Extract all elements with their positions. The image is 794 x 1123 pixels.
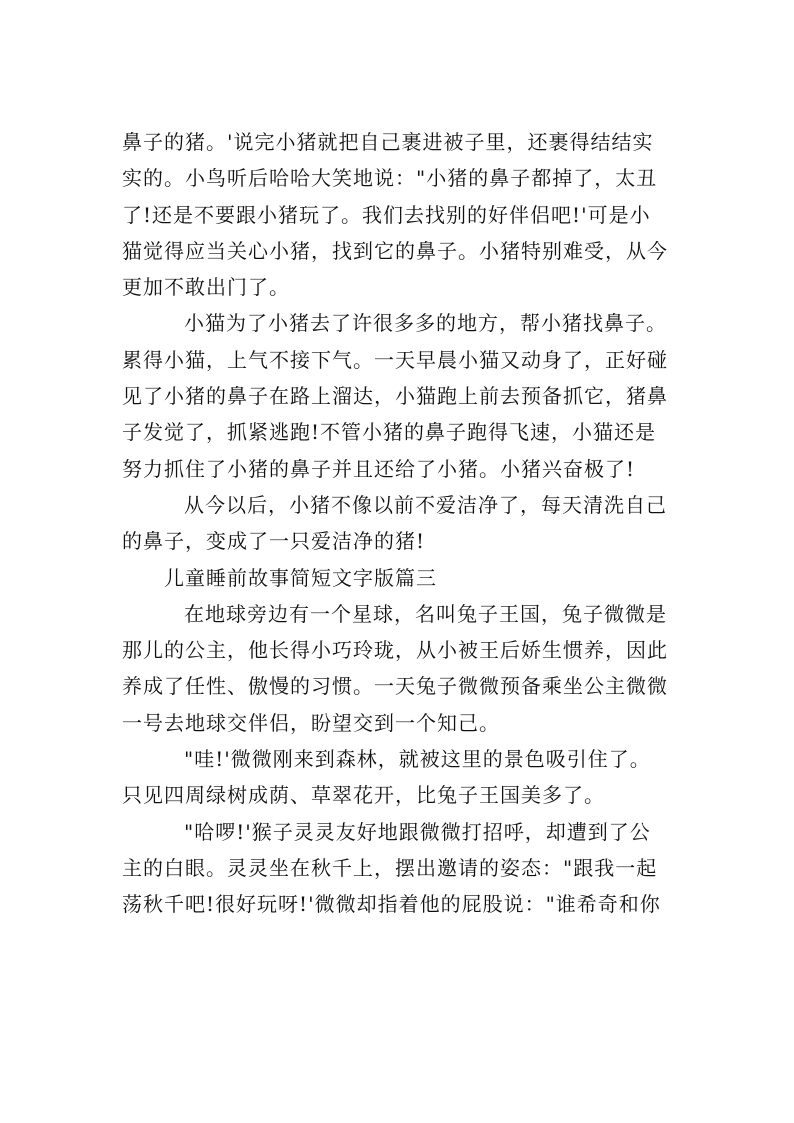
- section-heading: 儿童睡前故事简短文字版篇三: [164, 565, 437, 590]
- text-line: "哇!'微微刚来到森林，就被这里的景色吸引住了。: [184, 747, 651, 772]
- text-line: 更加不敢出门了。: [122, 275, 290, 300]
- text-line: 累得小猫，上气不接下气。一天早晨小猫又动身了，正好碰: [122, 347, 668, 372]
- text-line: 小猫为了小猪去了许很多多的地方，帮小猪找鼻子。: [184, 311, 667, 336]
- text-line: 努力抓住了小猪的鼻子并且还给了小猪。小猪兴奋极了!: [122, 456, 636, 481]
- text-line: 在地球旁边有一个星球，名叫兔子王国，兔子微微是: [184, 601, 667, 626]
- text-line: 养成了任性、傲慢的习惯。一天兔子微微预备乘坐公主微微: [122, 674, 668, 699]
- text-line: 见了小猪的鼻子在路上溜达，小猫跑上前去预备抓它，猪鼻: [122, 384, 668, 409]
- text-line: 那儿的公主，他长得小巧玲珑，从小被王后娇生惯养，因此: [122, 638, 668, 663]
- text-line: 猫觉得应当关心小猪，找到它的鼻子。小猪特别难受，从今: [122, 238, 668, 263]
- text-line: 子发觉了，抓紧逃跑!不管小猪的鼻子跑得飞速，小猫还是: [122, 420, 657, 445]
- text-line: "哈啰!'猴子灵灵友好地跟微微打招呼，却遭到了公: [184, 819, 651, 844]
- text-line: 只见四周绿树成荫、草翠花开，比兔子王国美多了。: [122, 783, 605, 808]
- text-line: 荡秋千吧!很好玩呀!'微微却指着他的屁股说："谁希奇和你: [122, 892, 661, 917]
- text-line: 了!还是不要跟小猪玩了。我们去找别的好伴侣吧!'可是小: [122, 202, 651, 227]
- text-line: 主的白眼。灵灵坐在秋千上，摆出邀请的姿态："跟我一起: [122, 855, 658, 880]
- text-line: 从今以后，小猪不像以前不爱洁净了，每天清洗自己: [184, 492, 667, 517]
- text-line: 一号去地球交伴侣，盼望交到一个知己。: [122, 710, 500, 735]
- text-line: 实的。小鸟听后哈哈大笑地说："小猪的鼻子都掉了，太丑: [122, 166, 658, 191]
- text-line: 鼻子的猪。'说完小猪就把自己裹进被子里，还裹得结结实: [122, 130, 654, 154]
- text-line: 的鼻子，变成了一只爱洁净的猪!: [122, 529, 426, 554]
- body-text: [122, 124, 687, 923]
